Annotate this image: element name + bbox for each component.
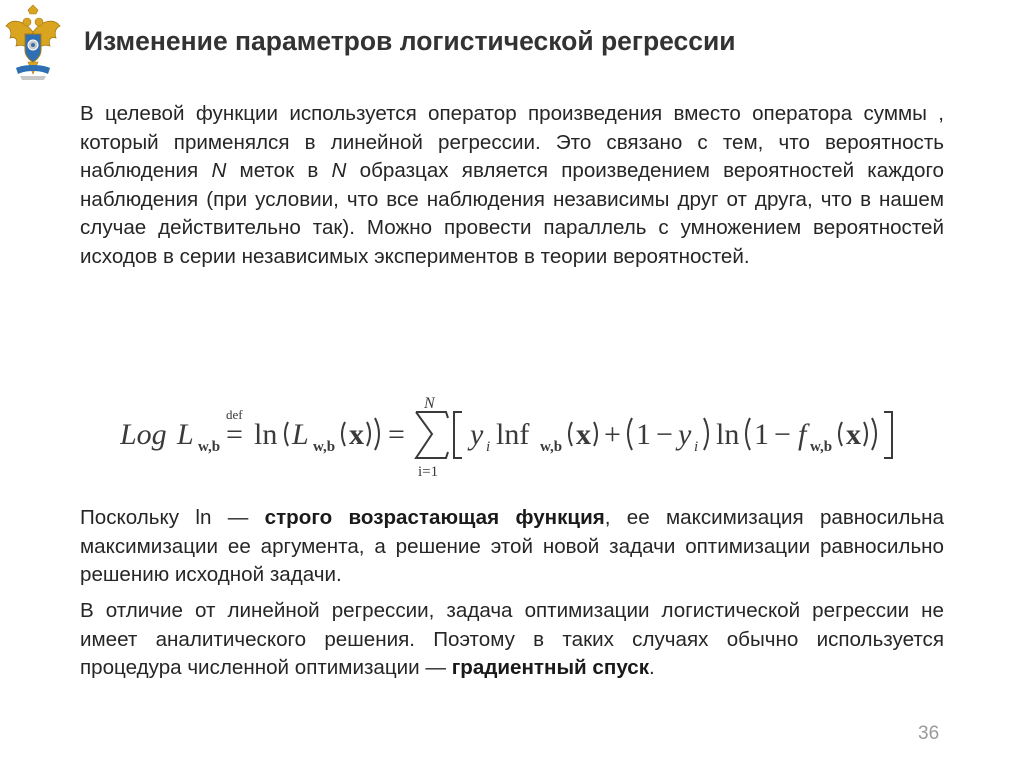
formula-eq: = xyxy=(388,418,405,451)
formula-ln-2: ln xyxy=(716,418,740,451)
formula-sum-top: N xyxy=(424,395,435,412)
formula-minus-2: − xyxy=(774,418,791,451)
formula-sub-wb-3: w,b xyxy=(540,439,563,455)
formula-x-2: x xyxy=(576,418,591,451)
formula-x-3: x xyxy=(846,418,861,451)
slide-title: Изменение параметров логистической регрессии xyxy=(84,26,736,56)
formula-log: Log xyxy=(120,418,167,451)
formula-sum-bottom: i=1 xyxy=(418,464,439,480)
formula-minus-1: − xyxy=(656,418,673,451)
formula-sub-i-1: i xyxy=(486,439,491,455)
formula-L: L xyxy=(177,418,194,451)
paragraph-ln-monotonic: Поскольку ln — строго возрастающая функция, ее максимизация равносильна максимизации ее аргумента, а решение этой новой задачи оптимизации равносильно решению исходной задачи. xyxy=(80,506,945,586)
formula-sub-wb-4: w,b xyxy=(810,439,833,455)
formula-def: def xyxy=(226,407,243,422)
formula-sub-i-2: i xyxy=(694,439,699,455)
formula-plus: + xyxy=(604,418,621,451)
paragraph-gradient-descent: В отличие от линейной регрессии, задача оптимизации логистической регрессии не имеет аналитического решения. Поэтому в таких случаях обычно используется процедура численной оптимизации — градиентный спуск. xyxy=(80,599,944,679)
formula-sub-wb-2: w,b xyxy=(313,439,336,455)
formula-y-2: y xyxy=(678,418,692,451)
formula-ln-1: ln xyxy=(254,418,278,451)
formula-sub-wb: w,b xyxy=(198,439,221,455)
formula-eq-def: = xyxy=(226,418,243,451)
formula-y-1: y xyxy=(470,418,484,451)
formula-one-2: 1 xyxy=(754,418,769,451)
formula-f: f xyxy=(798,418,807,451)
formula-lnf: lnf xyxy=(496,418,530,451)
formula-one-1: 1 xyxy=(636,418,651,451)
coat-of-arms-emblem-icon xyxy=(2,2,64,84)
log-likelihood-formula xyxy=(120,388,920,483)
formula-x-1: x xyxy=(349,418,364,451)
formula-L-2: L xyxy=(292,418,309,451)
paragraph-product-operator: В целевой функции используется оператор произведения вместо оператора суммы , который применялся в линейной регрессии. Это связано с тем, что вероятность наблюдения N меток в N образцах является произведением вероятностей каждого наблюдения (при условии, что все наблюдения независимы друг от друга, что в нашем случае действительно так). Можно провести параллель с умножением вероятностей исходов в серии независимых экспериментов в теории вероятностей. xyxy=(80,102,944,268)
page-number: 36 xyxy=(918,723,940,744)
